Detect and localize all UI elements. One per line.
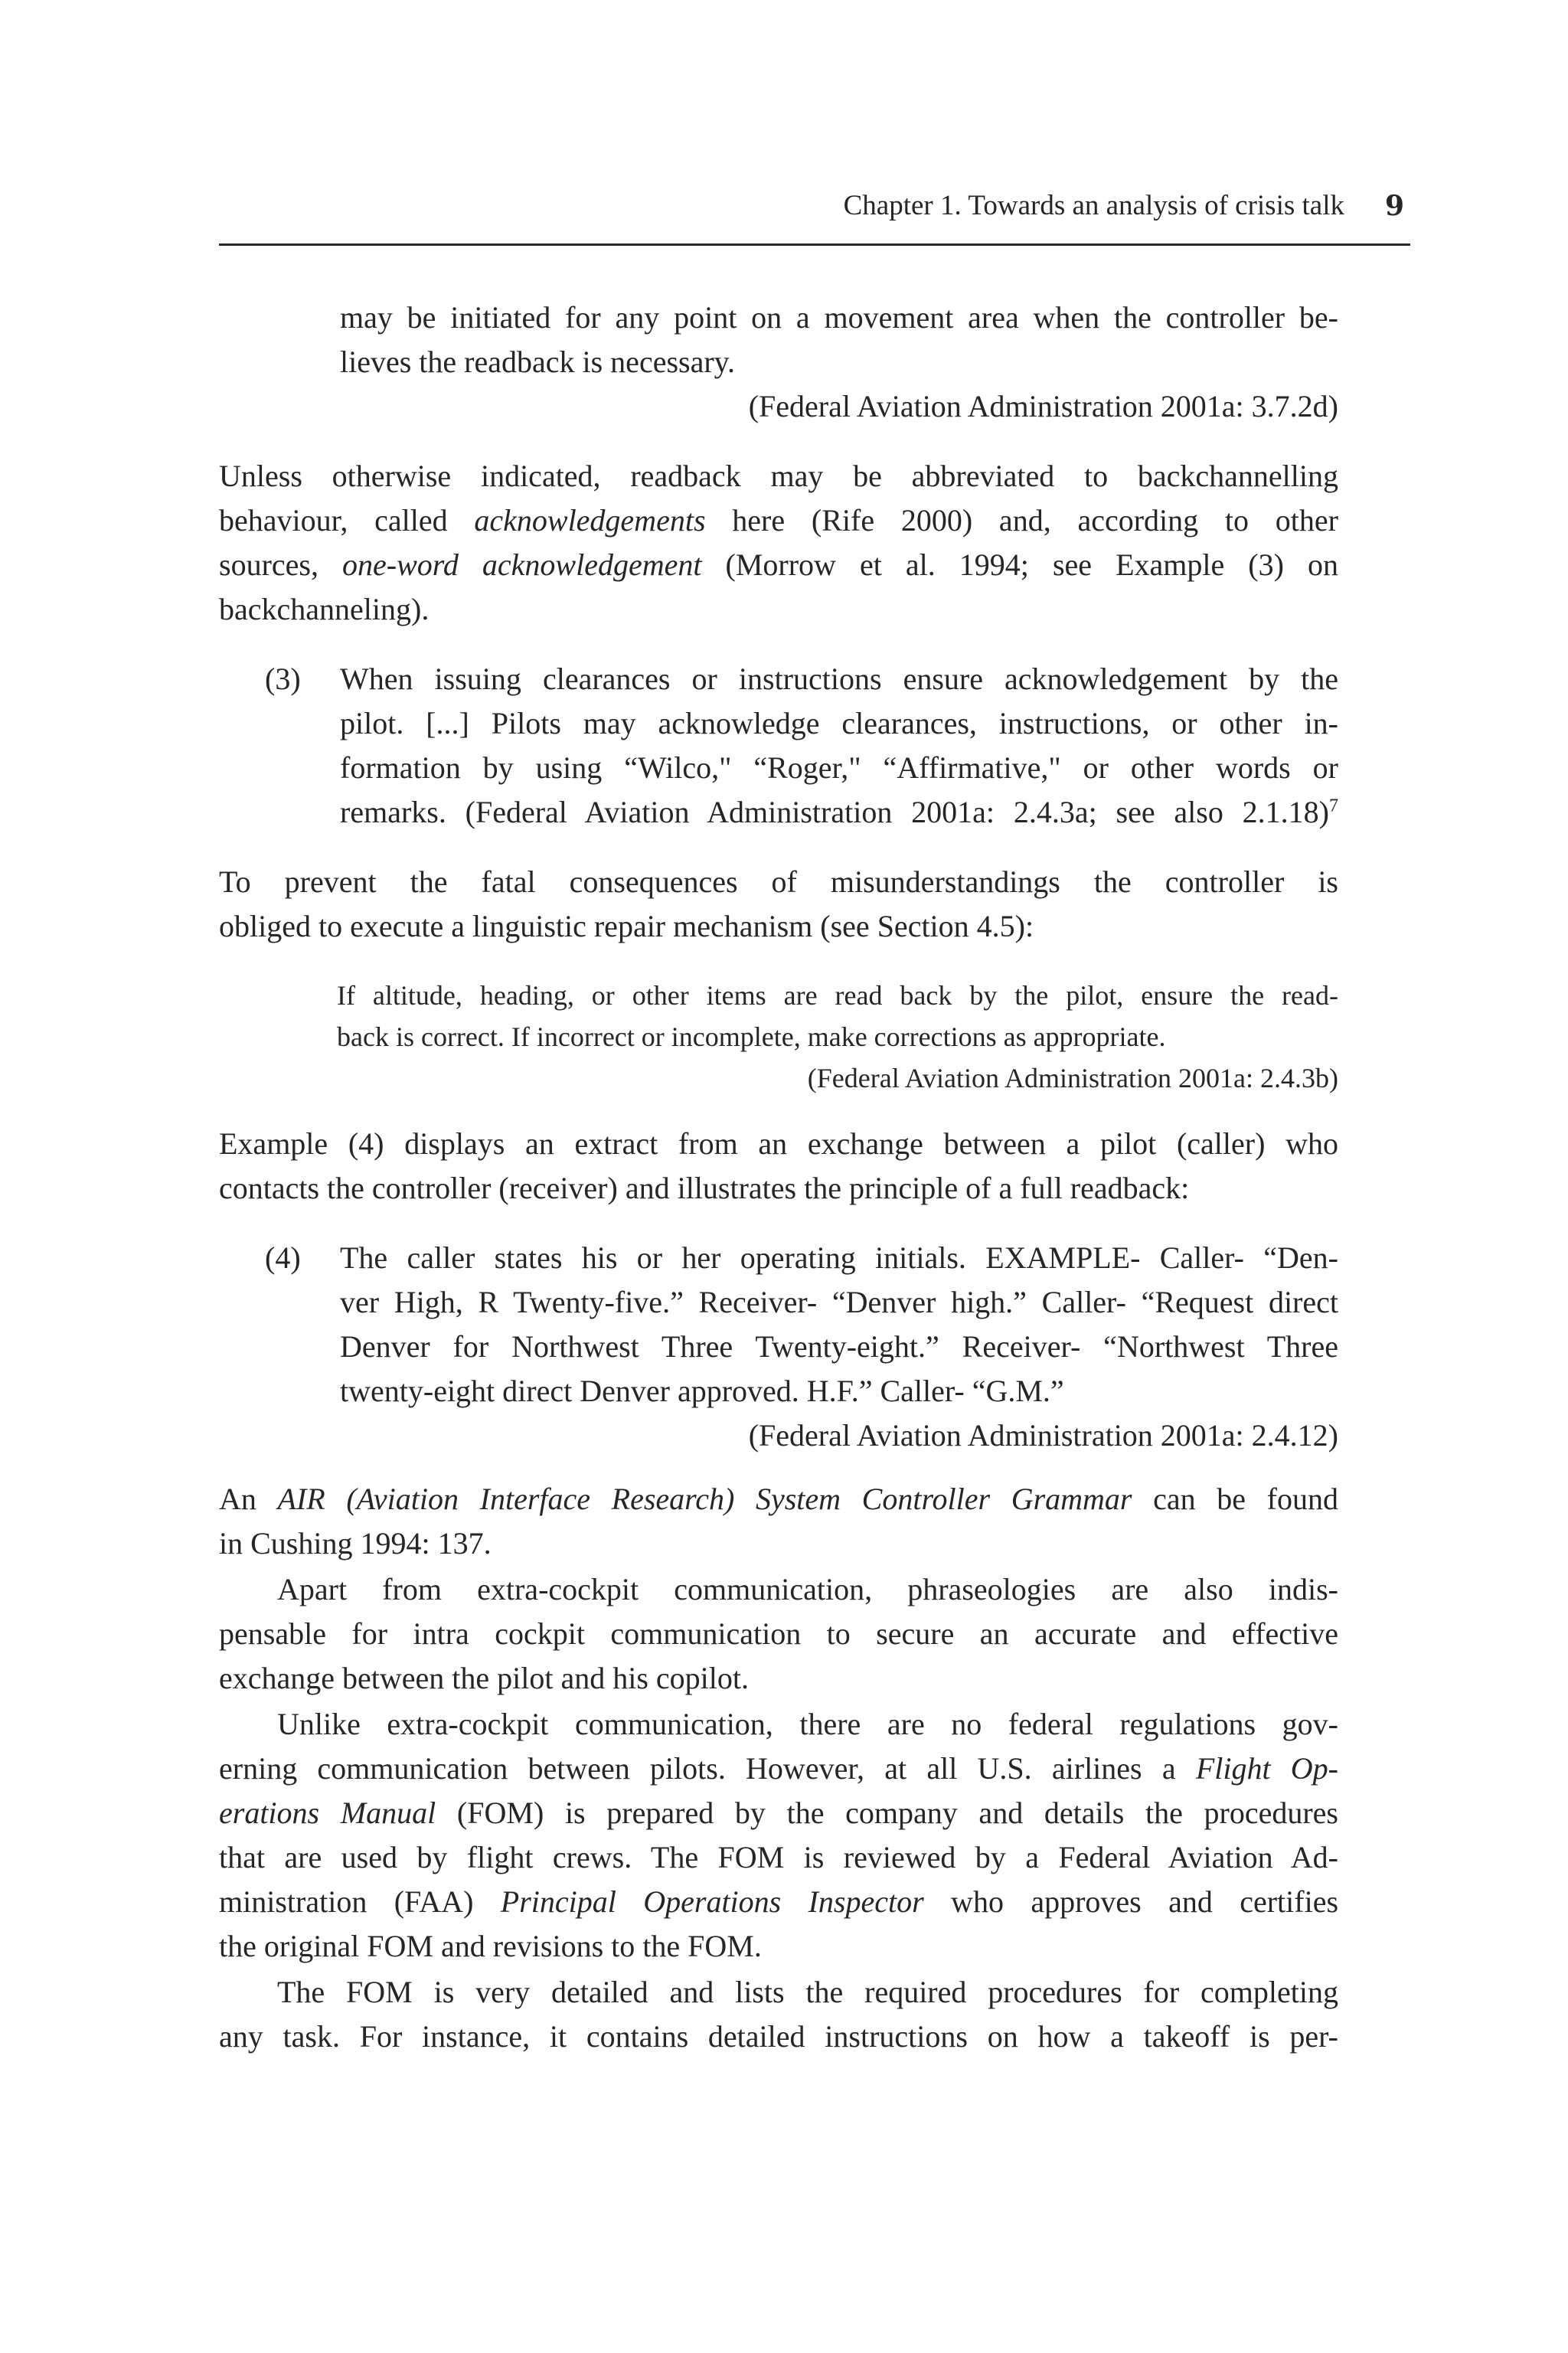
example-line: twenty-eight direct Denver approved. H.F.” Caller- “G.M.” bbox=[340, 1374, 1064, 1408]
quote-line: may be initiated for any point on a movement area when the controller be- bbox=[340, 300, 1338, 335]
page-number: 9 bbox=[1384, 190, 1404, 222]
body-line: obliged to execute a linguistic repair mechanism (see Section 4.5): bbox=[219, 909, 1034, 943]
example-citation: (Federal Aviation Administration 2001a: 2.4.12) bbox=[748, 1418, 1338, 1453]
body-line bbox=[219, 502, 1338, 539]
body-line: that are used by flight crews. The FOM is reviewed by a Federal Aviation Ad- bbox=[219, 1840, 1338, 1874]
text-segment: sources, bbox=[219, 547, 343, 582]
body-line bbox=[219, 1884, 1338, 1920]
text-segment: (FOM) is prepared by the company and details the procedures bbox=[436, 1796, 1338, 1830]
body-line: To prevent the fatal consequences of misunderstandings the controller is bbox=[219, 864, 1338, 899]
italic-term: Flight Op- bbox=[1195, 1751, 1339, 1786]
running-title: Chapter 1. Towards an analysis of crisis talk bbox=[843, 190, 1344, 221]
body-line: in Cushing 1994: 137. bbox=[219, 1526, 492, 1560]
italic-term: one-word acknowledgement bbox=[342, 547, 702, 582]
italic-term: Principal Operations Inspector bbox=[500, 1884, 924, 1919]
quote-line: back is correct. If incorrect or incomplete, make corrections as appropriate. bbox=[337, 1021, 1166, 1052]
text-segment: who approves and certifies bbox=[923, 1884, 1339, 1919]
body-line: backchanneling). bbox=[219, 592, 430, 626]
quote-line: lieves the readback is necessary. bbox=[340, 345, 736, 379]
body-line: contacts the controller (receiver) and illustrates the principle of a full readback: bbox=[219, 1171, 1190, 1205]
body-line bbox=[219, 1481, 1338, 1518]
example-number: (4) bbox=[265, 1240, 301, 1275]
example-line: Denver for Northwest Three Twenty-eight.” Receiver- “Northwest Three bbox=[340, 1329, 1338, 1364]
example-line: ver High, R Twenty-five.” Receiver- “Denver high.” Caller- “Request direct bbox=[340, 1285, 1338, 1319]
body-line: Example (4) displays an extract from an exchange between a pilot (caller) who bbox=[219, 1126, 1338, 1161]
body-line: any task. For instance, it contains detailed instructions on how a takeoff is per- bbox=[219, 2019, 1338, 2054]
text-segment: here (Rife 2000) and, according to other bbox=[705, 503, 1338, 538]
body-line: The FOM is very detailed and lists the required procedures for completing bbox=[277, 1975, 1338, 2009]
body-line: Apart from extra-cockpit communication, phraseologies are also indis- bbox=[277, 1572, 1338, 1606]
body-line bbox=[219, 1795, 1338, 1832]
text-segment: ministration (FAA) bbox=[219, 1884, 501, 1919]
italic-term: erations Manual bbox=[219, 1796, 436, 1830]
text-segment: remarks. (Federal Aviation Administration 2001a: 2.4.3a; see also 2.1.18) bbox=[340, 795, 1329, 829]
example-line: formation by using “Wilco," “Roger," “Affirmative," or other words or bbox=[340, 750, 1338, 785]
footnote-marker: 7 bbox=[1329, 796, 1338, 816]
italic-term: acknowledgements bbox=[474, 503, 706, 538]
text-segment: (Morrow et al. 1994; see Example (3) on bbox=[701, 547, 1338, 582]
example-number: (3) bbox=[265, 662, 301, 696]
quote-citation: (Federal Aviation Administration 2001a: 2.4.3b) bbox=[807, 1063, 1338, 1093]
example-line: pilot. [...] Pilots may acknowledge clearances, instructions, or other in- bbox=[340, 706, 1338, 740]
example-line: The caller states his or her operating initials. EXAMPLE- Caller- “Den- bbox=[340, 1240, 1338, 1275]
quote-citation: (Federal Aviation Administration 2001a: 3.7.2d) bbox=[748, 389, 1338, 423]
running-header bbox=[219, 190, 1410, 222]
body-line: exchange between the pilot and his copilot. bbox=[219, 1661, 750, 1695]
body-line: the original FOM and revisions to the FOM. bbox=[219, 1929, 762, 1963]
quote-line: If altitude, heading, or other items are read back by the pilot, ensure the read- bbox=[337, 980, 1338, 1011]
example-line bbox=[340, 794, 1338, 831]
body-line bbox=[219, 1750, 1338, 1787]
body-line bbox=[219, 547, 1338, 583]
text-segment: erning communication between pilots. However, at all U.S. airlines a bbox=[219, 1751, 1196, 1786]
text-segment: An bbox=[219, 1482, 278, 1516]
text-segment: behaviour, called bbox=[219, 503, 475, 538]
body-line: pensable for intra cockpit communication to secure an accurate and effective bbox=[219, 1616, 1338, 1651]
text-segment: can be found bbox=[1132, 1482, 1339, 1516]
example-line: When issuing clearances or instructions ensure acknowledgement by the bbox=[340, 662, 1338, 696]
italic-term: AIR (Aviation Interface Research) System Controller Grammar bbox=[277, 1482, 1132, 1516]
body-line: Unless otherwise indicated, readback may be abbreviated to backchannelling bbox=[219, 459, 1338, 493]
body-line: Unlike extra-cockpit communication, there are no federal regulations gov- bbox=[277, 1707, 1338, 1741]
header-rule bbox=[219, 243, 1410, 246]
